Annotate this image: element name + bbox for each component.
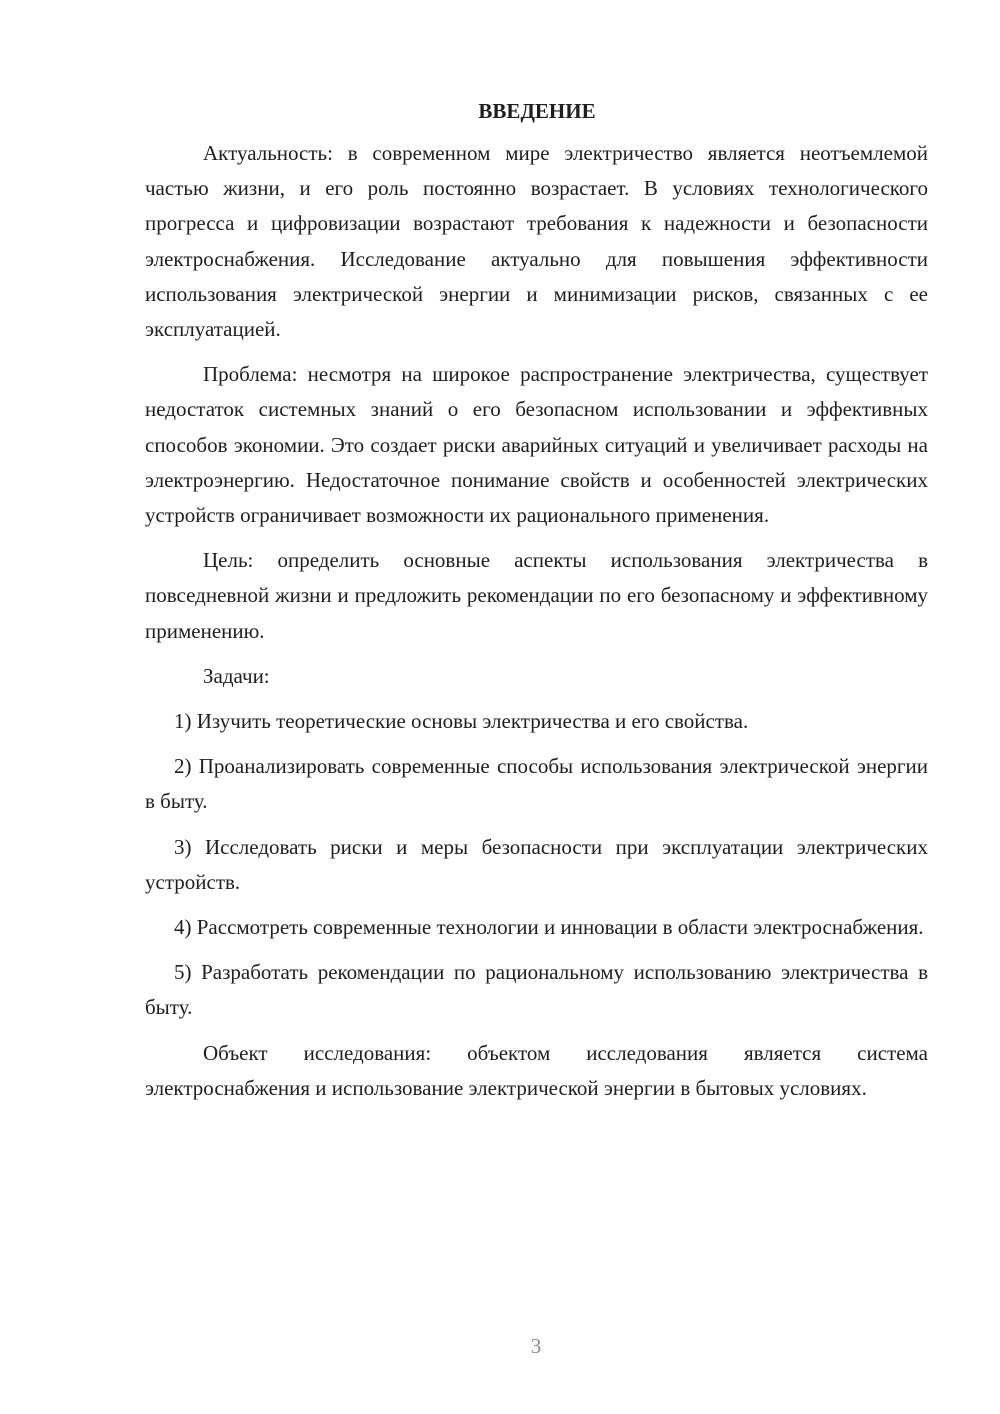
paragraph-object: Объект исследования: объектом исследования является система электроснабжения и использование электрической энергии в бытовых условиях. xyxy=(145,1040,928,1100)
page-content xyxy=(145,96,928,1116)
paragraph-problem: Проблема: несмотря на широкое распространение электричества, существует недостаток системных знаний о его безопасном использовании и эффективных способов экономии. Это создает риски аварийных ситуаций и увеличивает расходы на электроэнергию. Недостаточное понимание свойств и особенностей электрических устройств ограничивает возможности их рационального применения. xyxy=(145,362,928,528)
task-item-5: 5) Разработать рекомендации по рациональному использованию электричества в быту. xyxy=(145,960,928,1020)
page-number: 3 xyxy=(530,1334,542,1358)
tasks-label: Задачи: xyxy=(203,663,270,688)
paragraph-relevance: Актуальность: в современном мире электричество является неотъемлемой частью жизни, и его роль постоянно возрастает. В условиях технологического прогресса и цифровизации возрастают требования к надежности и безопасности электроснабжения. Исследование актуально для повышения эффективности использования электрической энергии и минимизации рисков, связанных с ее эксплуатацией. xyxy=(145,141,928,342)
task-item-4: 4) Рассмотреть современные технологии и инновации в области электроснабжения. xyxy=(174,915,924,940)
task-item-3: 3) Исследовать риски и меры безопасности при эксплуатации электрических устройств. xyxy=(145,834,928,894)
task-item-2: 2) Проанализировать современные способы использования электрической энергии в быту. xyxy=(145,754,928,814)
task-item-1: 1) Изучить теоретические основы электричества и его свойства. xyxy=(174,709,749,734)
paragraph-goal: Цель: определить основные аспекты использования электричества в повседневной жизни и предложить рекомендации по его безопасному и эффективному применению. xyxy=(145,548,928,643)
section-heading: ВВЕДЕНИЕ xyxy=(478,99,596,123)
